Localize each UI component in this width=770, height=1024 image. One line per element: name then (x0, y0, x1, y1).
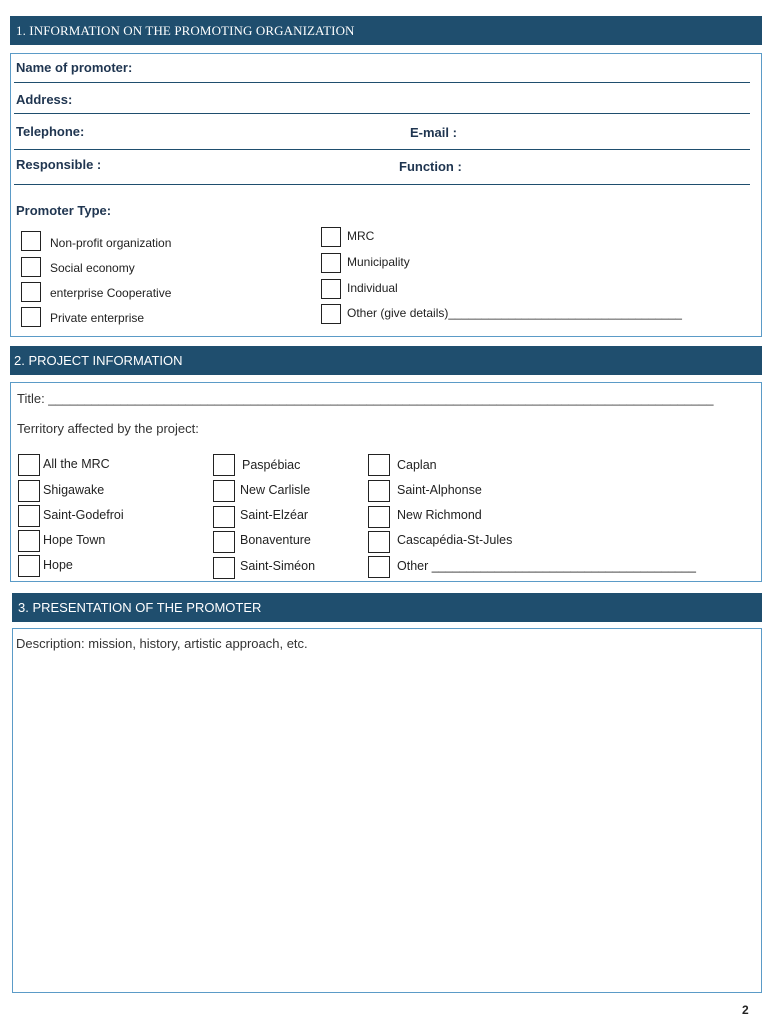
checkbox-caplan[interactable] (368, 454, 390, 476)
checkbox-paspebiac[interactable] (213, 454, 235, 476)
responsible-label: Responsible : (16, 157, 102, 172)
territory-hope-label: Hope (43, 558, 73, 572)
checkbox-saint-elzear[interactable] (213, 506, 235, 528)
checkbox-shigawake[interactable] (18, 480, 40, 502)
territory-label: Territory affected by the project: (17, 421, 199, 436)
territory-new-richmond-label: New Richmond (397, 508, 482, 522)
page-number: 2 (742, 1003, 749, 1017)
checkbox-new-carlisle[interactable] (213, 480, 235, 502)
territory-saint-simeon-label: Saint-Siméon (240, 559, 316, 573)
checkbox-mrc[interactable] (321, 227, 341, 247)
territory-saint-elzear-label: Saint-Elzéar (240, 508, 309, 522)
option-individual-label: Individual (347, 281, 398, 295)
territory-caplan-label: Caplan (397, 458, 437, 472)
telephone-label: Telephone: (16, 124, 85, 139)
territory-shigawake-label: Shigawake (43, 483, 105, 497)
section3-header: 3. PRESENTATION OF THE PROMOTER (12, 593, 762, 622)
option-private-enterprise-label: Private enterprise (50, 311, 145, 325)
checkbox-social-economy[interactable] (21, 257, 41, 277)
checkbox-cascapedia-st-jules[interactable] (368, 531, 390, 553)
section1-header: 1. INFORMATION ON THE PROMOTING ORGANIZATION (10, 16, 762, 45)
checkbox-non-profit[interactable] (21, 231, 41, 251)
checkbox-other-type[interactable] (321, 304, 341, 324)
telephone-email-field[interactable] (14, 149, 750, 150)
territory-paspebiac-label: Paspébiac (242, 458, 301, 472)
territory-hope-town-label: Hope Town (43, 533, 106, 547)
option-non-profit-label: Non-profit organization (50, 236, 172, 250)
responsible-function-field[interactable] (14, 184, 750, 185)
territory-other-label: Other ______________________________________ (397, 559, 696, 573)
address-label: Address: (16, 92, 73, 107)
checkbox-individual[interactable] (321, 279, 341, 299)
section2-header: 2. PROJECT INFORMATION (10, 346, 762, 375)
checkbox-hope-town[interactable] (18, 530, 40, 552)
name-of-promoter-label: Name of promoter: (16, 60, 133, 75)
territory-all-the-mrc-label: All the MRC (43, 457, 110, 471)
description-box[interactable] (12, 628, 762, 993)
checkbox-bonaventure[interactable] (213, 531, 235, 553)
checkbox-municipality[interactable] (321, 253, 341, 273)
territory-bonaventure-label: Bonaventure (240, 533, 311, 547)
territory-saint-alphonse-label: Saint-Alphonse (397, 483, 482, 497)
checkbox-private-enterprise[interactable] (21, 307, 41, 327)
checkbox-cooperative[interactable] (21, 282, 41, 302)
territory-cascapedia-st-jules-label: Cascapédia-St-Jules (397, 533, 513, 547)
option-cooperative-label: enterprise Cooperative (50, 286, 172, 300)
address-field[interactable] (14, 113, 750, 114)
option-municipality-label: Municipality (347, 255, 410, 269)
project-title-field[interactable]: Title: ____________________________________________________________________________________________ (17, 391, 714, 406)
checkbox-all-the-mrc[interactable] (18, 454, 40, 476)
option-social-economy-label: Social economy (50, 261, 135, 275)
checkbox-other-territory[interactable] (368, 556, 390, 578)
promoter-type-label: Promoter Type: (16, 203, 112, 218)
checkbox-saint-godefroi[interactable] (18, 505, 40, 527)
checkbox-new-richmond[interactable] (368, 506, 390, 528)
checkbox-saint-alphonse[interactable] (368, 480, 390, 502)
territory-saint-godefroi-label: Saint-Godefroi (43, 508, 124, 522)
territory-new-carlisle-label: New Carlisle (240, 483, 311, 497)
checkbox-hope[interactable] (18, 555, 40, 577)
checkbox-saint-simeon[interactable] (213, 557, 235, 579)
function-label: Function : (399, 159, 462, 174)
description-label: Description: mission, history, artistic approach, etc. (16, 636, 308, 651)
email-label: E-mail : (410, 125, 457, 140)
option-other-type-label: Other (give details)___________________________________ (347, 306, 682, 320)
name-of-promoter-field[interactable] (14, 82, 750, 83)
option-mrc-label: MRC (347, 229, 375, 243)
